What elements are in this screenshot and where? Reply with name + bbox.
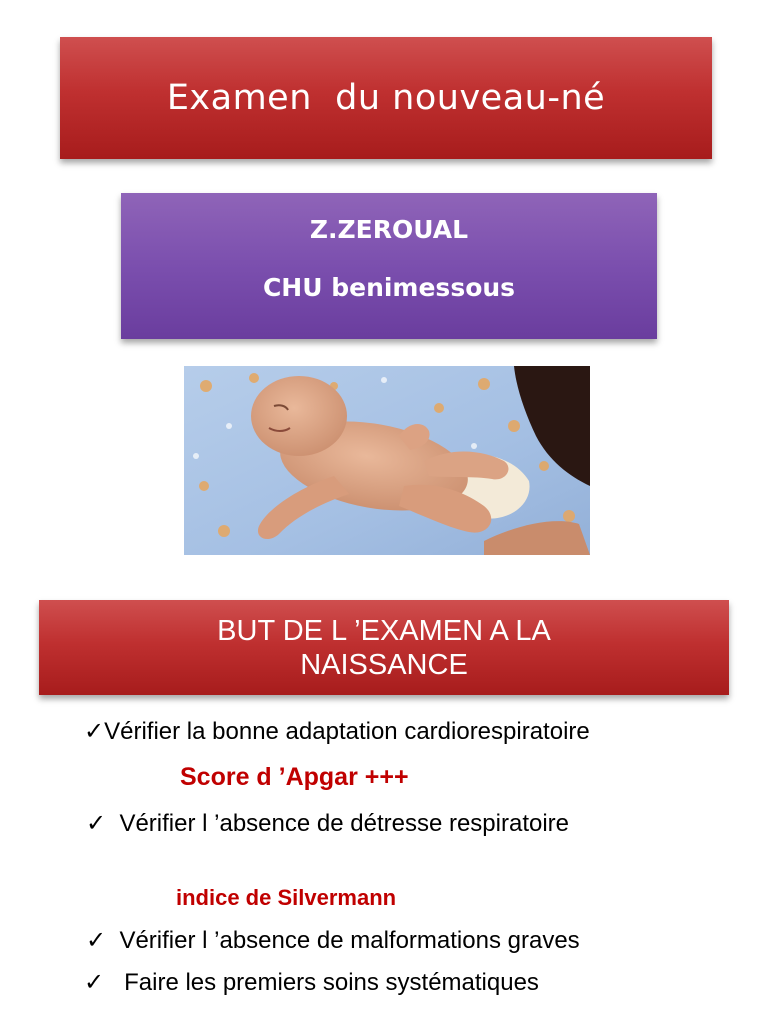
section-title-line-1: BUT DE L ’EXAMEN A LA bbox=[217, 614, 551, 647]
newborn-photo bbox=[184, 366, 590, 555]
checkmark-icon: ✓ bbox=[84, 718, 105, 745]
bullet-2-text: Vérifier l ’absence de détresse respiratoire bbox=[119, 810, 570, 837]
checkmark-icon: ✓ bbox=[86, 927, 107, 954]
bullet-2 bbox=[86, 809, 569, 838]
apgar-score-label: Score d ’Apgar +++ bbox=[180, 763, 409, 791]
author-institution: CHU benimessous bbox=[262, 273, 516, 302]
bullet-4 bbox=[84, 968, 539, 997]
bullet-3-text: Vérifier l ’absence de malformations graves bbox=[119, 927, 580, 954]
bullet-3 bbox=[86, 926, 580, 955]
author-name: Z.ZEROUAL bbox=[309, 215, 469, 244]
bullet-1 bbox=[84, 717, 590, 746]
silverman-index-label: indice de Silvermann bbox=[176, 885, 397, 910]
bullet-4-text: Faire les premiers soins systématiques bbox=[124, 969, 539, 996]
section-banner bbox=[39, 600, 729, 695]
section-title-line-2: NAISSANCE bbox=[300, 648, 468, 681]
author-box bbox=[121, 193, 657, 339]
bullet-1-text: Vérifier la bonne adaptation cardiorespiratoire bbox=[104, 718, 590, 745]
slide-title: Examen du nouveau-né bbox=[166, 78, 606, 118]
title-banner bbox=[60, 37, 712, 159]
checkmark-icon: ✓ bbox=[84, 969, 105, 996]
checkmark-icon: ✓ bbox=[86, 810, 107, 837]
